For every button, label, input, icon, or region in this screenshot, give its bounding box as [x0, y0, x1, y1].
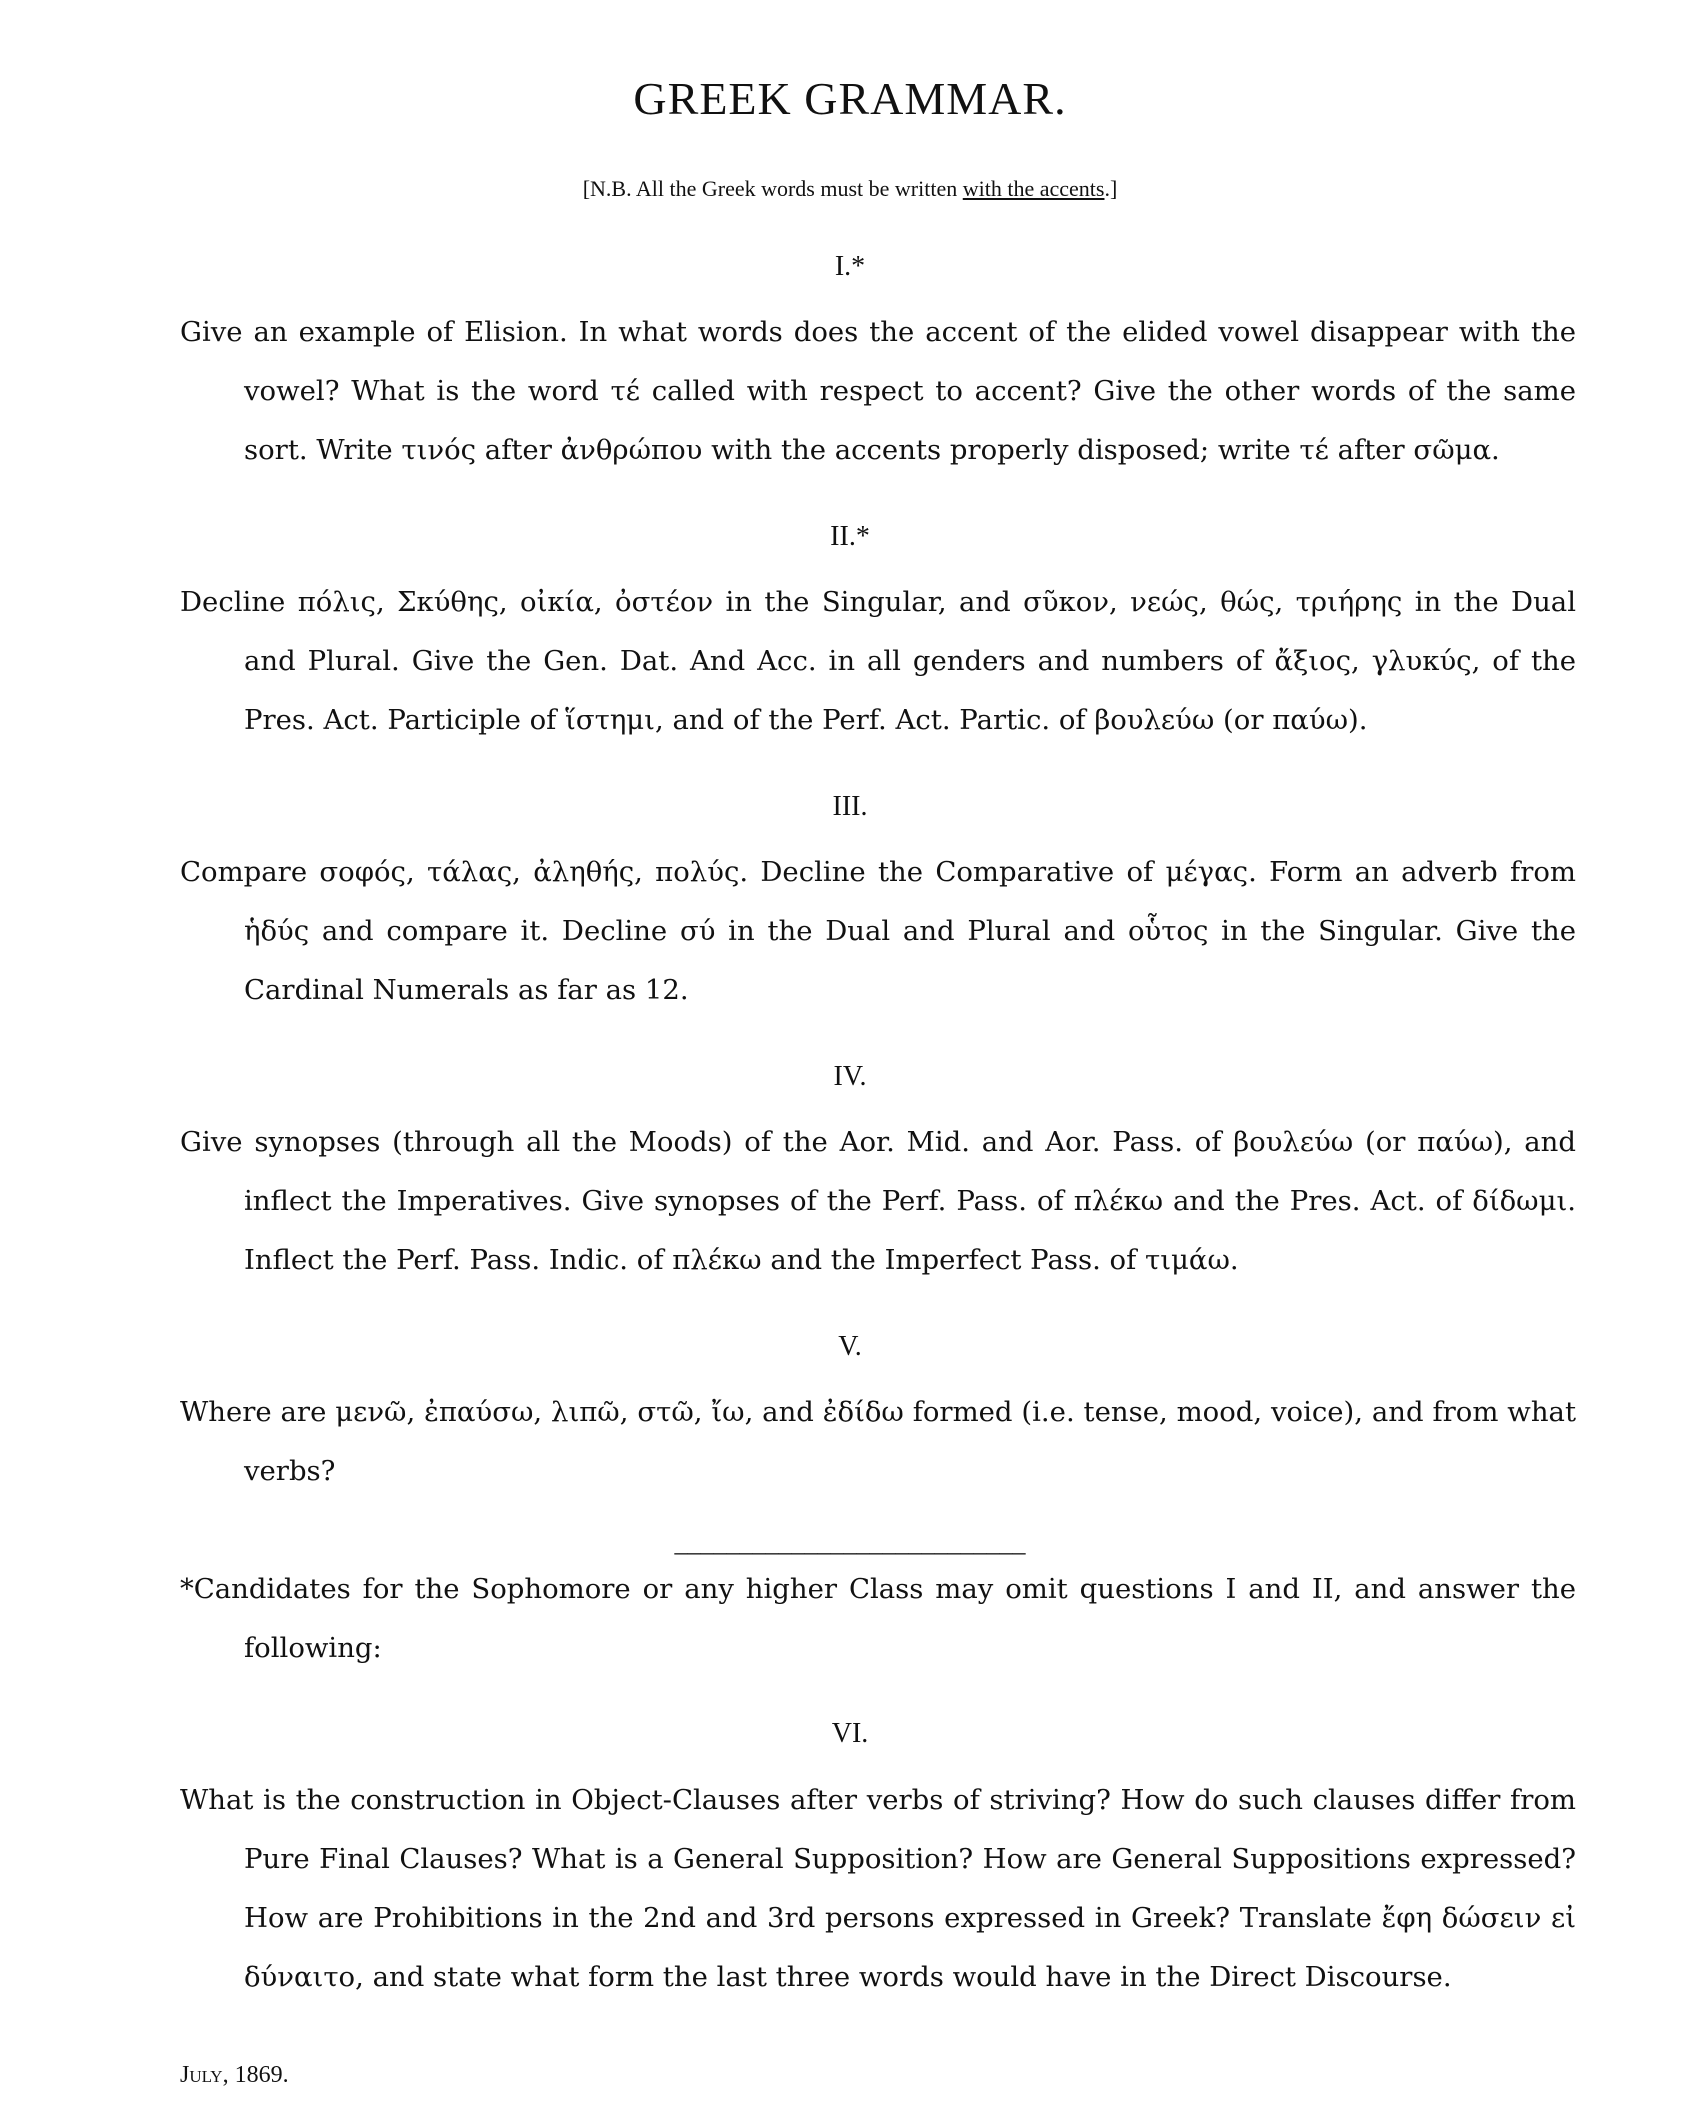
- section-numeral-iv: IV.: [833, 1061, 867, 1092]
- section-numeral-v: V.: [838, 1331, 862, 1362]
- accent-note: [0, 176, 1700, 202]
- divider-line: ___________________________: [674, 1528, 1026, 1557]
- question-i: Give an example of Elision. In what words does the accent of the elided vowel disappear with the vowel? What is the word τέ called with respect to accent? Give the other words of the same sort. Write τινός after ἀνθρώπου with the accents properly disposed; write τέ after σῶμα.: [180, 316, 1576, 466]
- question-v: Where are μενῶ, ἐπαύσω, λιπῶ, στῶ, ἴω, and ἐδίδω formed (i.e. tense, mood, voice), and from what verbs?: [180, 1396, 1576, 1487]
- note-text-after: .]: [1104, 176, 1118, 201]
- exam-date: July, 1869.: [180, 2062, 289, 2088]
- note-underlined-text: with the accents: [962, 176, 1105, 201]
- section-numeral-ii: II.*: [830, 521, 870, 552]
- question-iv: Give synopses (through all the Moods) of the Aor. Mid. and Aor. Pass. of βουλεύω (or παύω), and inflect the Imperatives. Give synopses of the Perf. Pass. of πλέκω and the Pres. Act. of δίδωμι. Inflect the Perf. Pass. Indic. of πλέκω and the Imperfect Pass. of τιμάω.: [180, 1126, 1576, 1276]
- section-numeral-iii: III.: [832, 791, 868, 822]
- footnote-sophomore: *Candidates for the Sophomore or any higher Class may omit questions I and II, and answer the following:: [180, 1573, 1576, 1664]
- question-ii: Decline πόλις, Σκύθης, οἰκία, ὀστέον in the Singular, and σῦκον, νεώς, θώς, τριήρης in the Dual and Plural. Give the Gen. Dat. And Acc. in all genders and numbers of ἄξιος, γλυκύς, of the Pres. Act. Participle of ἵστημι, and of the Perf. Act. Partic. of βουλεύω (or παύω).: [180, 586, 1576, 736]
- section-numeral-i: I.*: [834, 251, 866, 282]
- question-iii: Compare σοφός, τάλας, ἀληθής, πολύς. Decline the Comparative of μέγας. Form an adverb from ἡδύς and compare it. Decline σύ in the Dual and Plural and οὗτος in the Singular. Give the Cardinal Numerals as far as 12.: [180, 856, 1576, 1006]
- section-numeral-vi: VI.: [831, 1718, 869, 1749]
- note-text-before: [N.B. All the Greek words must be written: [582, 176, 963, 201]
- question-vi: What is the construction in Object-Clauses after verbs of striving? How do such clauses differ from Pure Final Clauses? What is a General Supposition? How are General Suppositions expressed? How are Prohibitions in the 2nd and 3rd persons expressed in Greek? Translate ἔφη δώσειν εἰ δύναιτο, and state what form the last three words would have in the Direct Discourse.: [180, 1784, 1576, 1993]
- page-title: GREEK GRAMMAR.: [633, 73, 1067, 124]
